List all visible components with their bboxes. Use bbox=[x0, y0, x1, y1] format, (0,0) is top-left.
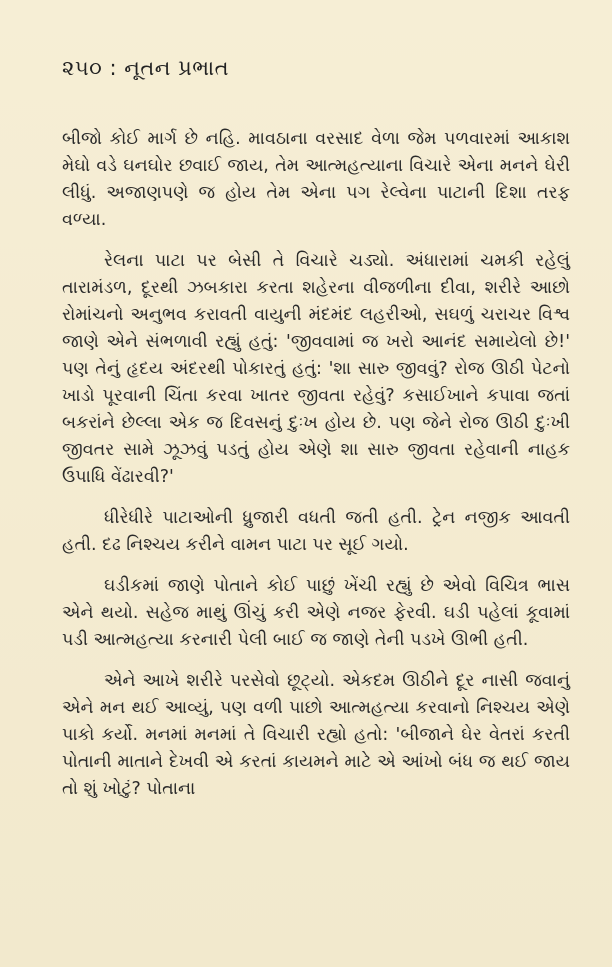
paragraph-2: રેલના પાટા પર બેસી તે વિચારે ચડ્યો. અંધારામાં ચમકી રહેલું તારામંડળ, દૂરથી ઝબકારા કરતા શહેરના વીજળીના દીવા, શરીરે આછો રોમાંચનો અનુભવ કરાવતી વાયુની મંદમંદ લહરીઓ, સઘળું ચરાચર વિશ્વ જાણે એને સંભળાવી રહ્યું હતું: 'જીવવામાં જ ખરો આનંદ સમાયેલો છે!' પણ તેનું હૃદય અંદરથી પોકારતું હતું: 'શા સારુ જીવવું? રોજ ઊઠી પેટનો ખાડો પૂરવાની ચિંતા કરવા ખાતર જીવતા રહેવું? કસાઈખાને કપાવા જતાં બકરાંને છેલ્લા એક જ દિવસનું દુઃખ હોય છે. પણ જેને રોજ ઊઠી દુઃખી જીવતર સામે ઝૂઝવું પડતું હોય એણે શા સારુ જીવતા રહેવાની નાહક ઉપાધિ વેંઢારવી?' bbox=[62, 251, 570, 487]
paragraph-5: એને આખે શરીરે પરસેવો છૂટ્યો. એકદમ ઊઠીને દૂર નાસી જવાનું એને મન થઈ આવ્યું, પણ વળી પાછો આત્મહત્યા કરવાનો નિશ્ચય એણે પાકો કર્યો. મનમાં મનમાં તે વિચારી રહ્યો હતો: 'બીજાને ઘેર વેતરાં કરતી પોતાની માતાને દેખવી એ કરતાં કાયમને માટે એ આંખો બંધ જ થઈ જાય તો શું ખોટું? પોતાના bbox=[62, 671, 570, 799]
paragraph-1: બીજો કોઈ માર્ગ છે નહિ. માવઠાના વરસાદ વેળા જેમ પળવારમાં આકાશ મેઘો વડે ઘનઘોર છવાઈ જાય, તેમ આત્મહત્યાના વિચારે એના મનને ઘેરી લીધું. અજાણપણે જ હોય તેમ એના પગ રેલ્વેના પાટાની દિશા તરફ વળ્યા. bbox=[62, 129, 570, 230]
page-header: ૨૫૦ : નૂતન પ્રભાત bbox=[62, 56, 230, 80]
page-body bbox=[62, 126, 570, 817]
paragraph-4: ઘડીકમાં જાણે પોતાને કોઈ પાછું ખેંચી રહ્યું છે એવો વિચિત્ર ભાસ એને થયો. સહેજ માથું ઊંચું કરી એણે નજર ફેરવી. ઘડી પહેલાં કૂવામાં પડી આત્મહત્યા કરનારી પેલી બાઈ જ જાણે તેની પડખે ઊભી હતી. bbox=[62, 576, 570, 650]
paragraph-3: ધીરેધીરે પાટાઓની ધ્રુજારી વધતી જતી હતી. ટ્રેન નજીક આવતી હતી. દઢ નિશ્ચય કરીને વામન પાટા પર સૂઈ ગયો. bbox=[62, 508, 570, 555]
